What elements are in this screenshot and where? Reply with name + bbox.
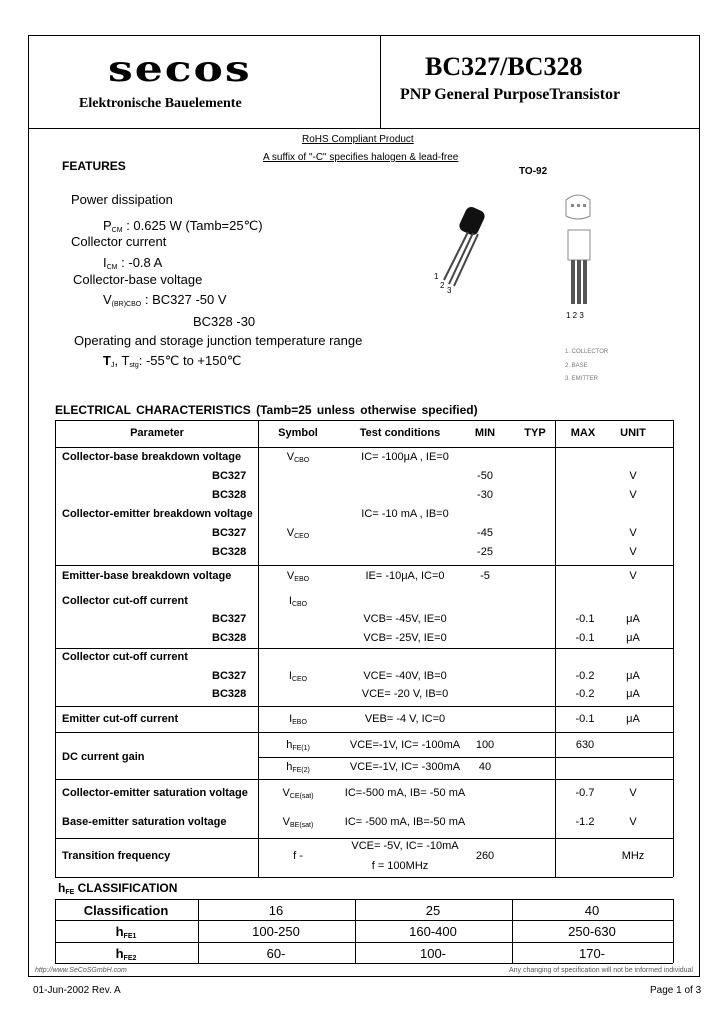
column-header-6: UNIT	[620, 427, 646, 439]
rohs-notice: RoHS Compliant Product	[302, 134, 414, 145]
front-pin-labels: 1 2 3	[566, 311, 584, 320]
collector-current-label: Collector current	[71, 234, 167, 249]
symbol-main: I	[288, 670, 292, 682]
max-value: -0.7	[575, 787, 595, 799]
temperature-spec: $T_J$, $T_{stg}$: -55℃ to +150℃	[103, 353, 242, 369]
row-divider	[258, 757, 673, 758]
unit: V	[629, 570, 637, 582]
symbol-main: I	[289, 713, 293, 725]
symbol	[287, 570, 309, 586]
test-condition: VEB= -4 V, IC=0	[364, 713, 446, 725]
table-header-divider	[55, 447, 673, 448]
unit: V	[629, 546, 637, 558]
header-vertical-divider	[380, 35, 381, 128]
symbol	[283, 816, 314, 832]
hfe-value: 160-400	[409, 924, 457, 939]
part-number-title: BC327/BC328	[425, 52, 583, 81]
hfe-value: 60-	[266, 946, 286, 961]
symbol-main: V	[286, 527, 295, 539]
part-subtitle: PNP General PurposeTransistor	[400, 86, 621, 103]
column-header-3: MIN	[474, 427, 496, 439]
unit: μA	[626, 632, 640, 644]
hfe-value: 250-630	[568, 924, 616, 939]
max-value: -0.1	[575, 713, 595, 725]
unit: μA	[626, 670, 640, 682]
hfe-value: 100-250	[252, 924, 300, 939]
test-condition: IC=-500 mA, IB= -50 mA	[344, 787, 466, 799]
symbol	[282, 787, 313, 803]
column-header-1: Symbol	[278, 427, 318, 439]
min-value: -5	[480, 570, 490, 582]
row-divider	[55, 565, 673, 566]
unit: V	[629, 470, 637, 482]
header-divider	[28, 128, 700, 129]
hfe-value: 25	[425, 903, 441, 918]
footer-disclaimer: Any changing of specification will not be informed individual	[508, 967, 693, 974]
parameter-label: Collector-base breakdown voltage	[62, 451, 242, 463]
footer-url[interactable]: http://www.SeCoSGmbH.com	[35, 967, 127, 974]
temperature-range-label: Operating and storage junction temperature range	[74, 333, 363, 348]
hfe-column-divider	[355, 899, 356, 963]
halogen-notice: A suffix of "-C" specifies halogen & lead-free	[263, 152, 459, 163]
unit: V	[629, 816, 637, 828]
parameter-label: Collector cut-off current	[62, 651, 188, 663]
test-condition: IC= -100μA , IE=0	[361, 451, 449, 463]
symbol-main: h	[286, 739, 293, 751]
symbol-subscript: CBO	[294, 457, 310, 464]
test-condition: VCE= -40V, IB=0	[363, 670, 447, 682]
test-condition: VCE=-1V, IC= -100mA	[349, 739, 461, 751]
parameter-label: Emitter cut-off current	[62, 713, 179, 725]
unit: μA	[626, 613, 640, 625]
hfe-value: 170-	[578, 946, 606, 961]
vcbo-spec-bc328: BC328 -30	[193, 314, 256, 329]
symbol-main: V	[282, 816, 290, 828]
parameter-label: BC328	[212, 632, 247, 644]
test-condition: VCE=-1V, IC= -300mA	[349, 761, 461, 773]
hfe-value: 16	[268, 903, 284, 918]
parameter-label: BC328	[212, 688, 247, 700]
min-value: 100	[475, 739, 495, 751]
secos-logo: secos	[108, 49, 252, 90]
test-condition: IE= -10μA, IC=0	[365, 570, 445, 582]
unit: μA	[626, 713, 640, 725]
test-condition: f = 100MHz	[371, 860, 429, 872]
page-frame	[28, 35, 700, 977]
symbol-subscript: CBO	[291, 601, 308, 608]
company-name: Elektronische Bauelemente	[79, 96, 242, 111]
icm-spec: $I_{CM}$ : -0.8 A	[103, 255, 163, 271]
parameter-label: Collector-emitter breakdown voltage	[62, 508, 253, 520]
hfe-row-divider	[55, 942, 673, 943]
hfe-column-divider	[55, 899, 56, 963]
power-dissipation-label: Power dissipation	[71, 192, 173, 207]
parameter-label: DC current gain	[62, 751, 145, 763]
pin-label: 3	[447, 286, 452, 295]
hfe-row-label	[84, 903, 169, 918]
symbol-subscript: CE(sat)	[289, 793, 314, 800]
symbol-subscript: FE(1)	[292, 745, 310, 752]
hfe-row-label	[116, 946, 137, 962]
row-divider	[55, 779, 673, 780]
max-value: -0.1	[575, 632, 595, 644]
hfe-column-divider	[198, 899, 199, 963]
label-subscript: FE1	[123, 933, 137, 940]
min-value: 40	[478, 761, 492, 773]
hfe-column-divider	[673, 899, 674, 963]
symbol	[289, 713, 307, 729]
parameter-label: Collector-emitter saturation voltage	[62, 787, 248, 799]
parameter-label: Emitter-base breakdown voltage	[62, 570, 232, 582]
column-header-5: MAX	[570, 427, 596, 439]
package-name: TO-92	[519, 166, 548, 177]
min-value: 260	[475, 850, 495, 862]
row-divider	[55, 706, 673, 707]
min-value: -45	[477, 527, 493, 539]
test-condition: IC= -500 mA, IB=-50 mA	[344, 816, 466, 828]
parameter-label: BC328	[212, 546, 247, 558]
symbol	[286, 739, 310, 755]
symbol-subscript: CEO	[291, 676, 308, 683]
revision-date: 01-Jun-2002 Rev. A	[33, 985, 121, 996]
symbol	[287, 451, 310, 467]
symbol-subscript: BE(sat)	[290, 822, 314, 829]
to92-perspective-icon	[420, 200, 500, 300]
pin-legend-3: 3. EMITTER	[565, 376, 599, 382]
parameter-label: Collector cut-off current	[62, 595, 188, 607]
parameter-label: Transition frequency	[62, 850, 171, 862]
symbol-main: f -	[293, 850, 303, 862]
row-divider	[55, 838, 673, 839]
label-text: Classification	[83, 903, 169, 918]
parameter-label: BC327	[212, 470, 247, 482]
electrical-heading: ELECTRICAL CHARACTERISTICS (Tamb=25 unless otherwise specified)	[55, 403, 478, 417]
min-value: -25	[477, 546, 493, 558]
features-heading: FEATURES	[62, 159, 126, 173]
pcm-spec: $P_{CM}$ : 0.625 W (Tamb=25℃)	[103, 218, 263, 234]
symbol	[293, 850, 303, 862]
pin-legend-1: 1. COLLECTOR	[565, 349, 609, 355]
unit: MHz	[621, 850, 645, 862]
column-header-0: Parameter	[130, 427, 184, 439]
parameter-label: BC327	[212, 670, 247, 682]
unit: V	[629, 527, 637, 539]
symbol	[287, 527, 310, 543]
collector-base-voltage-label: Collector-base voltage	[73, 272, 203, 287]
symbol-main: V	[286, 451, 295, 463]
unit: V	[629, 787, 637, 799]
label-text: h	[115, 924, 124, 939]
symbol-main: V	[282, 787, 290, 799]
parameter-label: Base-emitter saturation voltage	[62, 816, 227, 828]
unit: μA	[626, 688, 640, 700]
max-value: -0.2	[575, 688, 595, 700]
hfe-column-divider	[512, 899, 513, 963]
pin-legend-2: 2. BASE	[565, 363, 588, 369]
min-value: -50	[477, 470, 493, 482]
page-number: Page 1 of 3	[650, 985, 702, 996]
symbol-main: I	[288, 595, 292, 607]
parameter-label: BC327	[212, 527, 247, 539]
hfe-row-divider	[55, 899, 673, 900]
symbol-subscript: EBO	[292, 719, 307, 726]
column-header-2: Test conditions	[359, 427, 441, 439]
test-condition: VCE= -5V, IC= -10mA	[351, 840, 459, 852]
vcbo-spec: $V_{(BR)CBO}$ : BC327 -50 V	[103, 292, 227, 308]
table-border-bottom	[55, 877, 673, 878]
hfe-row-label	[116, 924, 137, 940]
symbol-subscript: EBO	[294, 576, 310, 583]
symbol	[286, 761, 310, 777]
min-value: -30	[477, 489, 493, 501]
symbol-main: V	[286, 570, 295, 582]
max-value: -0.1	[575, 613, 595, 625]
symbol	[289, 670, 307, 686]
table-border-top	[55, 420, 673, 421]
hfe-heading: $h_{FE}$ CLASSIFICATION	[58, 881, 178, 896]
column-header-4: TYP	[524, 427, 546, 439]
table-border-right	[673, 420, 674, 877]
parameter-label: BC328	[212, 489, 247, 501]
test-condition: VCE= -20 V, IB=0	[361, 688, 449, 700]
pin-label: 1	[434, 272, 439, 281]
row-divider	[55, 648, 673, 649]
hfe-row-divider	[55, 920, 673, 921]
max-value: 630	[575, 739, 595, 751]
hfe-value: 100-	[419, 946, 447, 961]
test-condition: VCB= -25V, IE=0	[363, 632, 447, 644]
unit: V	[629, 489, 637, 501]
label-subscript: FE2	[123, 955, 137, 962]
symbol-main: h	[286, 761, 293, 773]
symbol-subscript: CEO	[294, 533, 310, 540]
hfe-value: 40	[584, 903, 600, 918]
max-value: -0.2	[575, 670, 595, 682]
test-condition: IC= -10 mA , IB=0	[361, 508, 449, 520]
pin-label: 2	[440, 281, 445, 290]
symbol-subscript: FE(2)	[292, 767, 310, 774]
symbol	[289, 595, 307, 611]
hfe-row-divider	[55, 963, 673, 964]
label-text: h	[115, 946, 124, 961]
parameter-label: BC327	[212, 613, 247, 625]
max-value: -1.2	[575, 816, 595, 828]
row-divider	[55, 732, 673, 733]
test-condition: VCB= -45V, IE=0	[363, 613, 447, 625]
to92-front-icon	[560, 192, 600, 312]
